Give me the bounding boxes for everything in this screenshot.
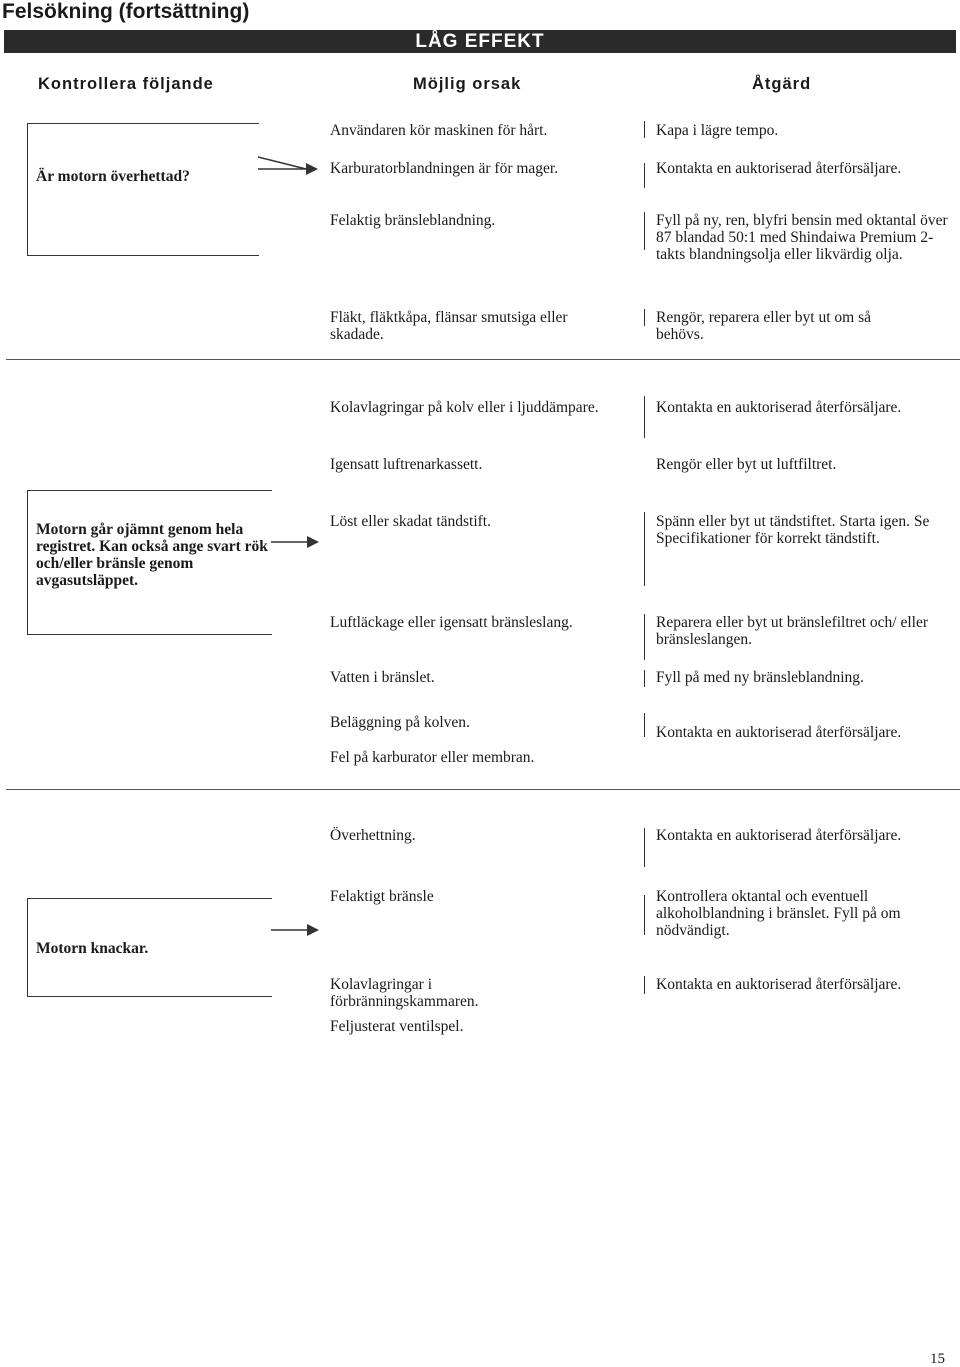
section-divider <box>6 789 960 790</box>
action-text: Spänn eller byt ut tändstiftet. Starta igen. Se Specifikationer för korrekt tändstift. <box>656 513 930 547</box>
cause-text: Felaktigt bränsle <box>330 888 434 905</box>
cause-text: Beläggning på kolven. <box>330 714 470 731</box>
divider <box>644 212 645 250</box>
divider <box>644 828 645 867</box>
divider <box>644 895 645 935</box>
column-header-action: Åtgärd <box>752 75 812 93</box>
symptom-label: Motorn knackar. <box>36 940 149 957</box>
divider <box>644 512 645 586</box>
cause-text: Luftläckage eller igensatt bränsleslang. <box>330 614 573 631</box>
divider <box>644 713 645 737</box>
cause-text: Vatten i bränslet. <box>330 669 435 686</box>
page-title: Felsökning (fortsättning) <box>2 0 250 23</box>
section-banner <box>4 30 956 53</box>
action-text: Reparera eller byt ut bränslefiltret och/ eller bränsleslangen. <box>656 614 928 648</box>
symptom-label: Är motorn överhettad? <box>36 168 190 185</box>
action-text: Rengör, reparera eller byt ut om så behövs. <box>656 309 872 343</box>
action-text: Fyll på med ny bränsleblandning. <box>656 669 864 686</box>
cause-text: Överhettning. <box>330 827 416 844</box>
arrow-icon <box>271 922 321 938</box>
cause-text: Kolavlagringar på kolv eller i ljuddämpare. <box>330 399 599 416</box>
action-text: Rengör eller byt ut luftfiltret. <box>656 456 837 473</box>
action-text: Kontrollera oktantal och eventuell alkoholblandning i bränslet. Fyll på om nödvändigt. <box>656 888 901 939</box>
symptom-box <box>27 490 272 635</box>
cause-text: Karburatorblandningen är för mager. <box>330 160 559 177</box>
divider <box>644 670 645 687</box>
symptom-box <box>27 898 272 997</box>
action-text: Kontakta en auktoriserad återförsäljare. <box>656 724 902 741</box>
symptom-box <box>27 123 259 256</box>
cause-text: Igensatt luftrenarkassett. <box>330 456 483 473</box>
divider <box>644 976 645 994</box>
cause-text: Felaktig bränsleblandning. <box>330 212 496 229</box>
arrow-icon <box>258 155 320 179</box>
cause-text: Kolavlagringar i förbränningskammaren. <box>330 976 479 1010</box>
divider <box>644 121 645 138</box>
cause-text: Löst eller skadat tändstift. <box>330 513 491 530</box>
cause-text: Fel på karburator eller membran. <box>330 749 535 766</box>
section-divider <box>6 359 960 360</box>
action-text: Kontakta en auktoriserad återförsäljare. <box>656 160 902 177</box>
action-text: Kontakta en auktoriserad återförsäljare. <box>656 976 902 993</box>
action-text: Fyll på ny, ren, blyfri bensin med oktantal över 87 blandad 50:1 med Shindaiwa Premium 2-takts blandningsolja eller likvärdig olja. <box>656 212 948 263</box>
symptom-label: Motorn går ojämnt genom hela registret. Kan också ange svart rök och/eller bränsle genom avgasutsläppet. <box>36 521 268 589</box>
divider <box>644 614 645 660</box>
banner-text: LÅG EFFEKT <box>415 31 545 52</box>
action-text: Kapa i lägre tempo. <box>656 122 779 139</box>
column-header-check: Kontrollera följande <box>38 75 214 93</box>
divider <box>644 163 645 188</box>
cause-text: Användaren kör maskinen för hårt. <box>330 122 548 139</box>
cause-text: Feljusterat ventilspel. <box>330 1018 464 1035</box>
column-header-cause: Möjlig orsak <box>413 75 522 93</box>
page-number: 15 <box>930 1351 945 1367</box>
divider <box>644 396 645 438</box>
divider <box>644 309 645 326</box>
cause-text: Fläkt, fläktkåpa, flänsar smutsiga eller skadade. <box>330 309 568 343</box>
action-text: Kontakta en auktoriserad återförsäljare. <box>656 827 902 844</box>
action-text: Kontakta en auktoriserad återförsäljare. <box>656 399 902 416</box>
arrow-icon <box>271 534 321 550</box>
